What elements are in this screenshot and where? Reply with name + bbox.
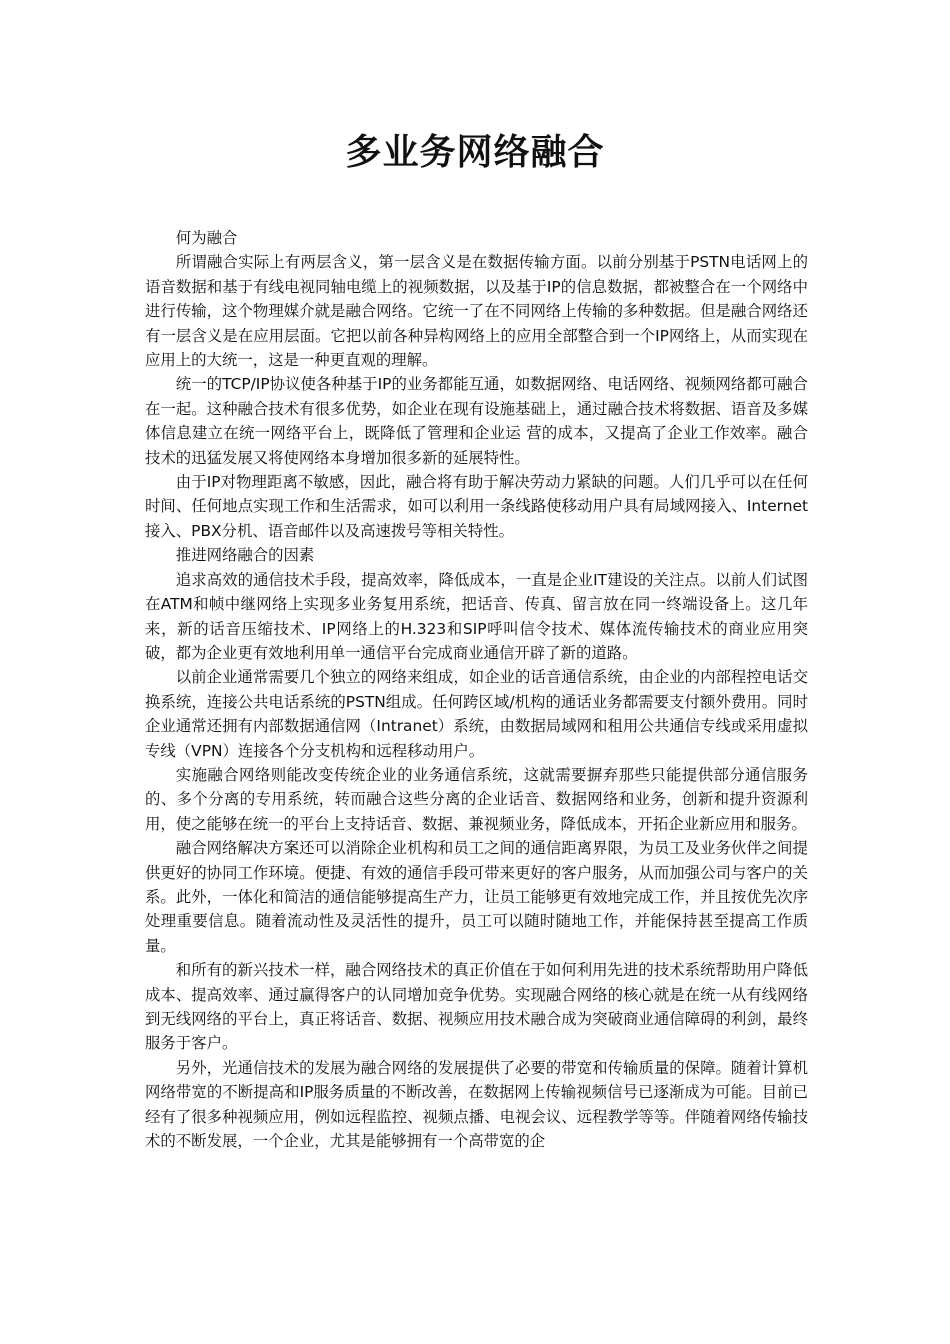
paragraph: 由于IP对物理距离不敏感，因此，融合将有助于解决劳动力紧缺的问题。人们几乎可以在任何时间、任何地点实现工作和生活需求，如可以利用一条线路使移动用户具有局域网接入、Internet接入、PBX分机、语音邮件以及高速拨号等相关特性。 [145,473,808,540]
paragraph: 实施融合网络则能改变传统企业的业务通信系统，这就需要摒弃那些只能提供部分通信服务的、多个分离的专用系统，转而融合这些分离的企业话音、数据网络和业务，创新和提升资源利用，使之能够在统一的平台上支持话音、数据、兼视频业务，降低成本，开拓企业新应用和服务。 [145,765,808,833]
paragraph: 另外，光通信技术的发展为融合网络的发展提供了必要的带宽和传输质量的保障。随着计算机网络带宽的不断提高和IP服务质量的不断改善，在数据网上传输视频信号已逐渐成为可能。目前已经有了很多种视频应用，例如远程监控、视频点播、电视会议、远程教学等等。伴随着网络传输技术的不断发展，一个企业，尤其是能够拥有一个高带宽的企 [145,1058,808,1151]
section-heading: 推进网络融合的因素 [175,546,315,565]
paragraph: 统一的TCP/IP协议使各种基于IP的业务都能互通，如数据网络、电话网络、视频网络都可融合在一起。这种融合技术有很多优势，如企业在现有设施基础上，通过融合技术将数据、语音及多媒体信息建立在统一网络平台上，既降低了管理和企业运 营的成本，又提高了企业工作效率。融合技术的迅猛发展又将使网络本身增加很多新的延展特性。 [145,375,808,467]
paragraph: 追求高效的通信技术手段，提高效率，降低成本，一直是企业IT建设的关注点。以前人们试图在ATM和帧中继网络上实现多业务复用系统，把话音、传真、留言放在同一终端设备上。这几年来，新的话音压缩技术、IP网络上的H.323和SIP呼叫信令技术、媒体流传输技术的商业应用突破，都为企业更有效地利用单一通信平台完成商业通信开辟了新的道路。 [145,570,808,662]
paragraph: 融合网络解决方案还可以消除企业机构和员工之间的通信距离界限，为员工及业务伙伴之间提供更好的协同工作环境。便捷、有效的通信手段可带来更好的客户服务，从而加强公司与客户的关系。此外，一体化和简洁的通信能够提高生产力，让员工能够更有效地完成工作，并且按优先次序处理重要信息。随着流动性及灵活性的提升，员工可以随时随地工作，并能保持甚至提高工作质量。 [145,839,808,955]
paragraph: 所谓融合实际上有两层含义，第一层含义是在数据传输方面。以前分别基于PSTN电话网上的语音数据和基于有线电视同轴电缆上的视频数据，以及基于IP的信息数据，都被整合在一个网络中进行传输，这个物理媒介就是融合网络。它统一了在不同网络上传输的多种数据。但是融合网络还有一层含义是在应用层面。它把以前各种异构网络上的应用全部整合到一个IP网络上，从而实现在应用上的大统一，这是一种更直观的理解。 [145,253,808,370]
paragraph: 以前企业通常需要几个独立的网络来组成，如企业的话音通信系统，由企业的内部程控电话交换系统，连接公共电话系统的PSTN组成。任何跨区域/机构的通话业务都需要支付额外费用。同时企业通常还拥有内部数据通信网（Intranet）系统，由数据局域网和租用公共通信专线或采用虚拟专线（VPN）连接各个分支机构和远程移动用户。 [145,668,808,760]
paragraph: 和所有的新兴技术一样，融合网络技术的真正价值在于如何利用先进的技术系统帮助用户降低成本、提高效率、通过赢得客户的认同增加竞争优势。实现融合网络的核心就是在统一从有线网络到无线网络的平台上，真正将话音、数据、视频应用技术融合成为突破商业通信障碍的利剑，最终服务于客户。 [145,961,808,1053]
document-title: 多业务网络融合 [345,131,605,173]
section-heading: 何为融合 [175,229,238,247]
document-body [145,226,808,1153]
